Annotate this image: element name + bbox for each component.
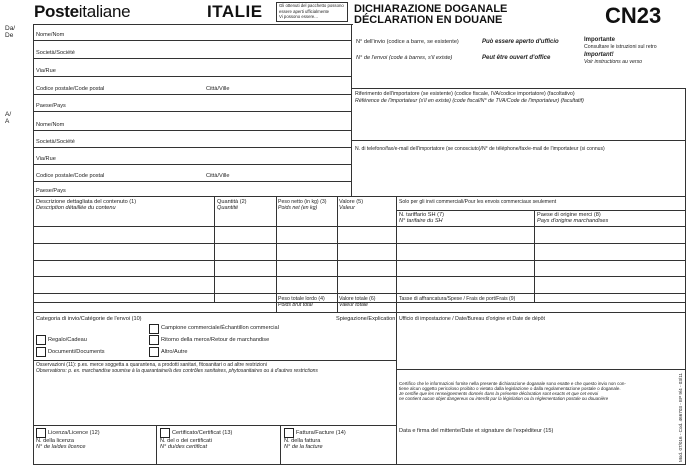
item-no-label-fr: N° de l'envoi (code à barres, s'il existe) <box>356 55 453 61</box>
header-note-line: Gli ottenuti del pacchetto possono <box>279 3 344 8</box>
category-title: Categoria di invio/Catégorie de l'envoi (10) <box>36 316 142 322</box>
col-line-value <box>337 196 338 312</box>
category-explanation: Spiegazione/Explication <box>336 316 396 322</box>
table-row-line <box>33 260 686 261</box>
observations-top-line <box>33 360 396 361</box>
total-weight-it: Peso totale lordo (4) <box>278 296 325 302</box>
commercial-sample-label: Campione commerciale/Échantillon commercial <box>161 325 279 331</box>
sender-label-da: Da/ <box>5 25 16 32</box>
certification-top-line <box>396 369 686 370</box>
recipient-company-field[interactable] <box>33 147 351 148</box>
other-label: Altro/Autre <box>161 349 188 355</box>
important-it: Importante <box>584 37 616 43</box>
frame-top-line <box>33 24 353 25</box>
form-title-it: DICHIARAZIONE DOGANALE <box>354 3 508 15</box>
sender-country-field[interactable] <box>33 111 351 112</box>
table-row-line <box>33 293 686 294</box>
table-row-line <box>33 276 686 277</box>
invoice-no-fr: N° de la facture <box>284 444 323 450</box>
sender-company-label: Società/Société <box>36 50 75 56</box>
sender-postcode-field[interactable] <box>33 94 351 95</box>
important-fr: Important! <box>584 52 614 58</box>
sender-street-label: Via/Rue <box>36 68 56 74</box>
recipient-street-field[interactable] <box>33 164 351 165</box>
returned-goods-label: Ritorno della merce/Retour de marchandise <box>161 337 270 343</box>
sender-company-field[interactable] <box>33 58 351 59</box>
header-note-line: essere aperti ufficialmente <box>279 8 330 14</box>
importer-top-line <box>351 88 686 89</box>
open-officially-fr: Peut être ouvert d'office <box>482 55 551 61</box>
observations-fr: Observations: p. ex. marchandise soumise à la quarantaine/à des contrôles sanitaires, phytosanitaires ou à d'autres restrictions <box>36 368 318 374</box>
col-line-weight <box>276 196 277 312</box>
certification-left-line <box>396 369 397 464</box>
postal-charges: Tasse di affrancatura/Spese / Frais de port/Frais (9) <box>399 296 516 302</box>
certification-line: tiene alcun oggetto pericoloso proibito o vietato dalla legislazione o dalla regolamentazione postale o doganale. <box>399 386 621 391</box>
important-it-sub: Consultare le istruzioni sul retro <box>584 44 657 50</box>
col-desc-it: Descrizione dettagliata del contenuto (1) <box>36 199 137 205</box>
commercial-only: Solo per gli invii commerciali/Pour les envois commerciaux seulement <box>399 199 557 205</box>
certificate-checkbox[interactable] <box>160 428 170 438</box>
total-value-it: Valore totale (6) <box>339 296 376 302</box>
col-weight-fr: Poids net (en kg) <box>278 205 318 211</box>
form-code: CN23 <box>605 3 662 28</box>
table-row-line <box>33 243 686 244</box>
certificate-label: Certificato/Certificat (13) <box>172 430 233 436</box>
other-checkbox[interactable] <box>149 347 159 357</box>
category-top-line <box>33 312 686 313</box>
brand-logo <box>34 2 130 22</box>
documents-top-line <box>33 425 396 426</box>
header-note-line: Vi possono essere... <box>279 14 318 19</box>
brand-bold: Poste <box>34 2 79 21</box>
frame-left-line <box>33 24 34 464</box>
sender-label-de: De <box>5 32 14 39</box>
invoice-no-it: N. della fattura <box>284 438 321 444</box>
recipient-name-label: Nome/Nom <box>36 122 65 128</box>
col-line-origin <box>534 210 535 302</box>
sender-postcode-label: Codice postale/Code postal <box>36 86 105 92</box>
sender-name-label: Nome/Nom <box>36 32 65 38</box>
total-weight-fr: Poids brut total <box>278 302 313 308</box>
importer-ref-field[interactable] <box>351 140 686 141</box>
country-title: ITALIE <box>207 2 263 21</box>
col-weight-it: Peso netto (in kg) (3) <box>278 199 327 205</box>
open-officially-it: Può essere aperto d'ufficio <box>482 39 559 45</box>
col-desc-fr: Description détaillée du contenu <box>36 205 116 211</box>
recipient-company-label: Società/Société <box>36 139 75 145</box>
gift-checkbox[interactable] <box>36 335 46 345</box>
category-divider <box>396 312 397 369</box>
sender-country-label: Paese/Pays <box>36 103 66 109</box>
origin-it: Paese di origine merci (8) <box>537 212 601 218</box>
brand-rest: italiane <box>78 2 131 21</box>
certification-line: Je certifie que les renseignements donnés dans la présente déclaration sont exacts et que cet envoi <box>399 391 599 396</box>
certificate-no-it: N. del o dei certificati <box>160 438 212 444</box>
sender-name-field[interactable] <box>33 40 351 41</box>
observations-it: Osservazioni (11): p.es. merce soggetta a quarantena, a prodotti sanitari, fitosanitari o ad altre restrizioni <box>36 362 267 368</box>
certificate-no-fr: N° du/des certificat <box>160 444 208 450</box>
licence-no-fr: N° de la/des licence <box>36 444 86 450</box>
date-signature-label: Data e firma del mittente/Date et signature de l'expéditeur (15) <box>399 428 554 434</box>
recipient-postcode-label: Codice postale/Code postal <box>36 173 105 179</box>
col-qty-fr: Quantité <box>217 205 239 211</box>
recipient-label-a2: A <box>5 118 10 125</box>
documents-divider <box>280 425 281 464</box>
col-qty-it: Quantità (2) <box>217 199 247 205</box>
recipient-name-field[interactable] <box>33 130 351 131</box>
recipient-city-label: Città/Ville <box>206 173 230 179</box>
sender-street-field[interactable] <box>33 76 351 77</box>
gift-label: Regalo/Cadeau <box>48 337 87 343</box>
commercial-sub-line <box>396 210 686 211</box>
table-row-line <box>33 226 686 227</box>
importer-ref-fr: Référence de l'importateur (s'il en existe) (code fiscal/N° de TVA/Code de l'importateur) (facultatif) <box>355 98 584 104</box>
frame-mid-line <box>351 24 352 196</box>
hs-fr: N° tarifaire du SH <box>399 218 443 224</box>
item-no-label: N° dell'invio (codice a barre, se esistente) <box>356 39 459 45</box>
origin-fr: Pays d'origine marchandises <box>537 218 609 224</box>
commercial-sample-checkbox[interactable] <box>149 324 159 334</box>
total-value-fr: Valeur totale <box>339 302 368 308</box>
hs-it: N. tariffario SH (7) <box>399 212 444 218</box>
col-line-qty <box>214 196 215 302</box>
form-title-fr: DÉCLARATION EN DOUANE <box>354 14 503 26</box>
side-form-code: Mod. 07/016 - Cod. 466703 - EP 9/4 - 03/11 <box>678 373 683 462</box>
important-fr-sub: Voir instructions au verso <box>584 59 643 65</box>
certification-line: ne contient aucun objet dangereux ou interdit par la législation ou la réglementation postale ou douanière <box>399 396 609 401</box>
documents-label: Documenti/Documents <box>48 349 105 355</box>
documents-divider <box>156 425 157 464</box>
returned-goods-checkbox[interactable] <box>149 335 159 345</box>
col-line-commercial <box>396 196 397 312</box>
office-of-origin: Ufficio di impostazione / Date/Bureau d'origine et Date de dépôt <box>399 316 545 322</box>
header-note <box>276 2 348 22</box>
importer-contact: N. di telefono/fax/e-mail dell'importatore (se conosciuto)/N° de téléphone/fax/e-mail de l'importateur (si connus) <box>355 146 605 152</box>
recipient-label-a: A/ <box>5 111 12 118</box>
invoice-checkbox[interactable] <box>284 428 294 438</box>
licence-label: Licenza/Licence (12) <box>48 430 100 436</box>
frame-bottom-line <box>33 464 686 465</box>
recipient-country-field[interactable] <box>33 196 686 197</box>
sender-city-label: Città/Ville <box>206 86 230 92</box>
recipient-postcode-field[interactable] <box>33 181 351 182</box>
col-value-fr: Valeur <box>339 205 355 211</box>
licence-checkbox[interactable] <box>36 428 46 438</box>
licence-no-it: N. della licenza <box>36 438 74 444</box>
documents-checkbox[interactable] <box>36 347 46 357</box>
importer-ref-it: Riferimento dell'importatore (se esistente) (codice fiscale, IVA/codice importatore) (facoltativo) <box>355 91 575 97</box>
certification-line: Certifico che le informazioni fornite nella presente dichiarazione doganale sono esatte e che questo invio non con- <box>399 381 626 386</box>
col-value-it: Valore (5) <box>339 199 364 205</box>
recipient-street-label: Via/Rue <box>36 156 56 162</box>
invoice-label: Fattura/Facture (14) <box>296 430 346 436</box>
recipient-country-label: Paese/Pays <box>36 188 66 194</box>
